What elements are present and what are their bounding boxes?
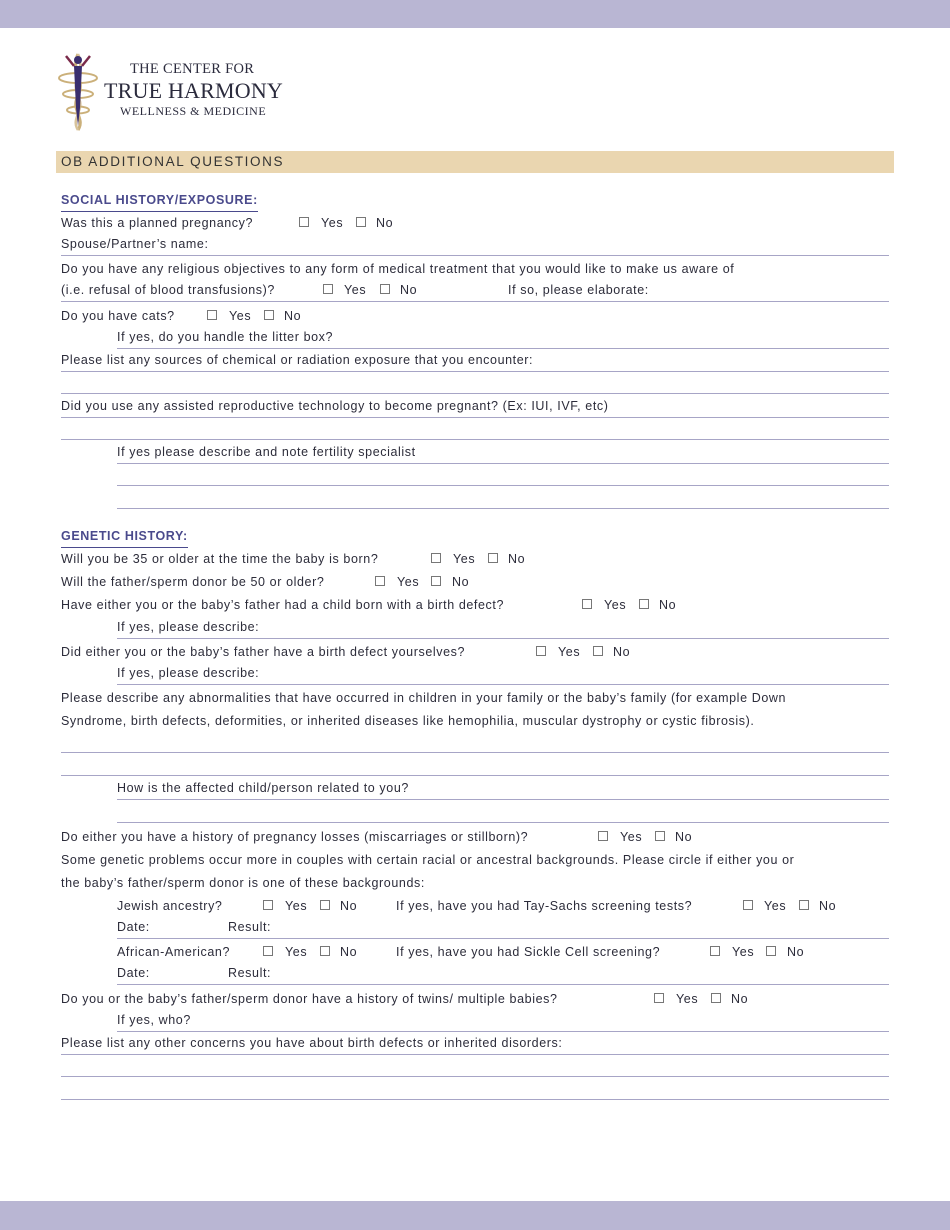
- answer-line[interactable]: [61, 393, 889, 394]
- no-label: No: [613, 645, 631, 659]
- yes-checkbox[interactable]: [375, 576, 385, 586]
- question-label: Please list any sources of chemical or radiation exposure that you encounter:: [61, 353, 534, 367]
- answer-line[interactable]: [61, 775, 889, 776]
- no-checkbox[interactable]: [655, 831, 665, 841]
- self-defect-description-field[interactable]: [117, 662, 889, 685]
- question-pregnancy-losses: [61, 826, 889, 848]
- yes-label: Yes: [620, 830, 643, 844]
- no-label: No: [340, 899, 358, 913]
- question-label: Will you be 35 or older at the time the baby is born?: [61, 552, 379, 566]
- yes-checkbox[interactable]: [323, 284, 333, 294]
- yes-checkbox[interactable]: [299, 217, 309, 227]
- elaborate-label: If so, please elaborate:: [508, 283, 649, 297]
- yes-label: Yes: [285, 899, 308, 913]
- question-label: Was this a planned pregnancy?: [61, 216, 254, 230]
- question-label: Do you or the baby’s father/sperm donor have a history of twins/ multiple babies?: [61, 992, 558, 1006]
- result-label: Result:: [228, 920, 272, 934]
- no-checkbox[interactable]: [799, 900, 809, 910]
- yes-checkbox[interactable]: [263, 946, 273, 956]
- question-cats: [61, 305, 889, 327]
- yes-checkbox[interactable]: [207, 310, 217, 320]
- yes-label: Yes: [764, 899, 787, 913]
- twins-who-field[interactable]: [117, 1009, 889, 1032]
- yes-label: Yes: [344, 283, 367, 297]
- no-label: No: [731, 992, 749, 1006]
- yes-label: Yes: [285, 945, 308, 959]
- answer-line[interactable]: [61, 1099, 889, 1100]
- question-religious-answer[interactable]: [61, 279, 889, 302]
- tay-sachs-label: If yes, have you had Tay-Sachs screening tests?: [396, 899, 693, 913]
- answer-line[interactable]: [61, 439, 889, 440]
- answer-line[interactable]: [117, 508, 889, 509]
- ancestry-intro: [61, 849, 889, 871]
- question-self-birth-defect: [61, 641, 889, 663]
- no-label: No: [376, 216, 394, 230]
- question-label: Did either you or the baby’s father have a birth defect yourselves?: [61, 645, 466, 659]
- logo-line-3: WELLNESS & MEDICINE: [120, 104, 267, 118]
- section-heading-social: SOCIAL HISTORY/EXPOSURE:: [61, 189, 258, 212]
- ancestry-intro-cont: [61, 872, 889, 894]
- date-label: Date:: [117, 966, 150, 980]
- logo-line-2: TRUE HARMONY: [104, 78, 284, 103]
- question-child-birth-defect: [61, 594, 889, 616]
- yes-checkbox[interactable]: [263, 900, 273, 910]
- no-checkbox[interactable]: [320, 900, 330, 910]
- yes-label: Yes: [732, 945, 755, 959]
- question-abnormalities: [61, 687, 889, 709]
- question-label: (i.e. refusal of blood transfusions)?: [61, 283, 275, 297]
- chemical-exposure-field[interactable]: [61, 349, 889, 372]
- question-label: If yes, please describe:: [117, 620, 260, 634]
- question-age-35: [61, 548, 889, 570]
- logo-emblem-icon: [52, 48, 104, 132]
- logo: [52, 48, 292, 134]
- question-african-american: [117, 941, 889, 963]
- no-label: No: [340, 945, 358, 959]
- question-label: If yes, who?: [117, 1013, 191, 1027]
- question-label: Have either you or the baby’s father had a child born with a birth defect?: [61, 598, 505, 612]
- yes-checkbox[interactable]: [582, 599, 592, 609]
- answer-line[interactable]: [117, 822, 889, 823]
- yes-checkbox[interactable]: [743, 900, 753, 910]
- question-religious: [61, 258, 889, 280]
- question-label: If yes please describe and note fertility specialist: [117, 445, 416, 459]
- sickle-cell-label: If yes, have you had Sickle Cell screening?: [396, 945, 661, 959]
- question-label: Syndrome, birth defects, deformities, or inherited diseases like hemophilia, muscular dystrophy or cystic fibrosis).: [61, 714, 755, 728]
- logo-line-1: THE CENTER FOR: [130, 61, 255, 77]
- yes-label: Yes: [676, 992, 699, 1006]
- no-label: No: [787, 945, 805, 959]
- question-label: Jewish ancestry?: [117, 899, 223, 913]
- yes-checkbox[interactable]: [431, 553, 441, 563]
- question-label: Do you have cats?: [61, 309, 175, 323]
- footer-band: [0, 1201, 950, 1230]
- no-label: No: [452, 575, 470, 589]
- fertility-specialist-field[interactable]: [117, 441, 889, 464]
- form-title-bar: [56, 151, 894, 173]
- yes-checkbox[interactable]: [654, 993, 664, 1003]
- sickle-cell-date-result-field[interactable]: [117, 962, 889, 985]
- question-label: Do you have any religious objectives to any form of medical treatment that you would like to make us aware of: [61, 262, 735, 276]
- partner-name-field[interactable]: [61, 233, 889, 256]
- no-label: No: [400, 283, 418, 297]
- yes-label: Yes: [321, 216, 344, 230]
- section-heading-genetic: GENETIC HISTORY:: [61, 525, 188, 548]
- answer-line[interactable]: [61, 1076, 889, 1077]
- no-checkbox[interactable]: [356, 217, 366, 227]
- no-checkbox[interactable]: [488, 553, 498, 563]
- yes-checkbox[interactable]: [536, 646, 546, 656]
- tay-sachs-date-result-field[interactable]: [117, 916, 889, 939]
- no-checkbox[interactable]: [766, 946, 776, 956]
- header-band: [0, 0, 950, 28]
- litter-box-field[interactable]: [117, 326, 889, 349]
- date-label: Date:: [117, 920, 150, 934]
- yes-checkbox[interactable]: [710, 946, 720, 956]
- question-label: Some genetic problems occur more in couples with certain racial or ancestral backgrounds. Please circle if either you or: [61, 853, 795, 867]
- no-label: No: [284, 309, 302, 323]
- question-label: Did you use any assisted reproductive technology to become pregnant? (Ex: IUI, IVF, etc): [61, 399, 609, 413]
- no-label: No: [819, 899, 837, 913]
- question-label: Do either you have a history of pregnancy losses (miscarriages or stillborn)?: [61, 830, 529, 844]
- no-checkbox[interactable]: [320, 946, 330, 956]
- question-twins: [61, 988, 889, 1010]
- question-label: How is the affected child/person related to you?: [117, 781, 409, 795]
- other-concerns-field[interactable]: [61, 1032, 889, 1055]
- question-label: African-American?: [117, 945, 231, 959]
- question-abnormalities-cont: [61, 710, 889, 732]
- question-label: If yes, please describe:: [117, 666, 260, 680]
- no-checkbox[interactable]: [593, 646, 603, 656]
- no-label: No: [675, 830, 693, 844]
- answer-line[interactable]: [117, 485, 889, 486]
- yes-label: Yes: [558, 645, 581, 659]
- yes-label: Yes: [453, 552, 476, 566]
- question-label: Please list any other concerns you have about birth defects or inherited disorders:: [61, 1036, 563, 1050]
- question-label: If yes, do you handle the litter box?: [117, 330, 334, 344]
- no-checkbox[interactable]: [431, 576, 441, 586]
- no-label: No: [508, 552, 526, 566]
- no-checkbox[interactable]: [380, 284, 390, 294]
- no-label: No: [659, 598, 677, 612]
- question-label: Please describe any abnormalities that have occurred in children in your family or the baby’s family (for example Down: [61, 691, 787, 705]
- yes-label: Yes: [229, 309, 252, 323]
- no-checkbox[interactable]: [264, 310, 274, 320]
- answer-line[interactable]: [61, 752, 889, 753]
- yes-label: Yes: [397, 575, 420, 589]
- question-label: the baby’s father/sperm donor is one of these backgrounds:: [61, 876, 425, 890]
- question-label: Spouse/Partner’s name:: [61, 237, 209, 251]
- form-title: OB ADDITIONAL QUESTIONS: [61, 154, 285, 169]
- result-label: Result:: [228, 966, 272, 980]
- question-label: Will the father/sperm donor be 50 or older?: [61, 575, 325, 589]
- yes-label: Yes: [604, 598, 627, 612]
- assisted-reproduction-field[interactable]: [61, 395, 889, 418]
- child-defect-description-field[interactable]: [117, 616, 889, 639]
- no-checkbox[interactable]: [711, 993, 721, 1003]
- question-father-50: [61, 571, 889, 593]
- no-checkbox[interactable]: [639, 599, 649, 609]
- yes-checkbox[interactable]: [598, 831, 608, 841]
- question-planned-pregnancy: [61, 212, 889, 234]
- question-jewish-ancestry: [117, 895, 889, 917]
- affected-relation-field[interactable]: [117, 777, 889, 800]
